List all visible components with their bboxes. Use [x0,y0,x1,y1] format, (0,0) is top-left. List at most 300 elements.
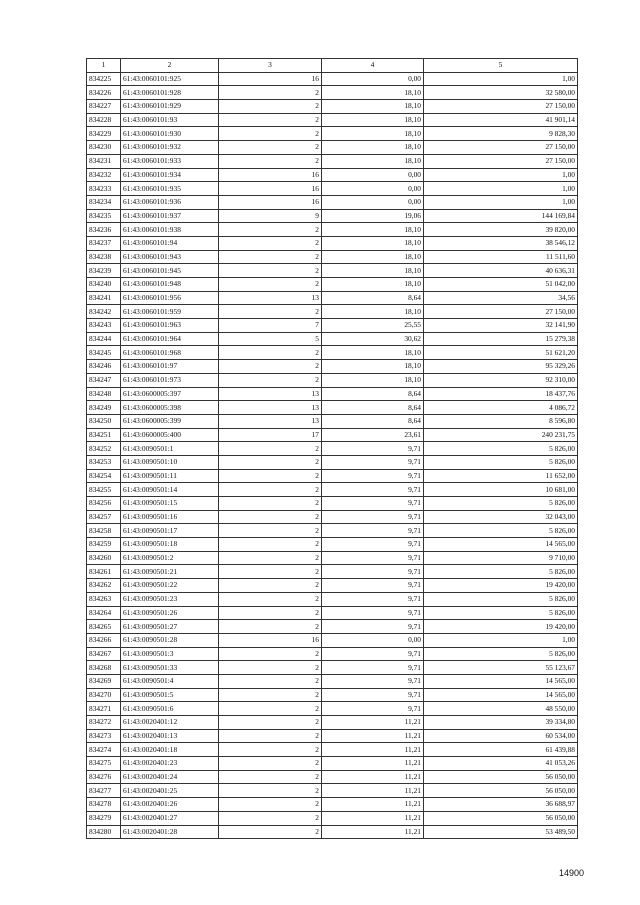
cadastral-number-cell: 61:43:0060101:932 [121,141,219,155]
row-id-cell: 834232 [87,168,121,182]
value-cell: 5 826,00 [424,524,578,538]
row-id-cell: 834238 [87,250,121,264]
code-cell: 2 [219,825,322,839]
rate-cell: 8,64 [322,387,424,401]
value-cell: 56 050,00 [424,811,578,825]
column-header: 2 [121,59,219,73]
code-cell: 17 [219,428,322,442]
table-row [87,264,578,278]
cadastral-number-cell: 61:43:0060101:956 [121,291,219,305]
row-id-cell: 834248 [87,387,121,401]
cadastral-number-cell: 61:43:0090501:21 [121,565,219,579]
table-row [87,387,578,401]
row-id-cell: 834230 [87,141,121,155]
value-cell: 9 710,00 [424,551,578,565]
value-cell: 27 150,00 [424,100,578,114]
cadastral-number-cell: 61:43:0020401:27 [121,811,219,825]
cadastral-number-cell: 61:43:0090501:23 [121,592,219,606]
code-cell: 2 [219,565,322,579]
value-cell: 5 826,00 [424,455,578,469]
table-row [87,168,578,182]
row-id-cell: 834233 [87,182,121,196]
code-cell: 2 [219,141,322,155]
value-cell: 14 565,00 [424,538,578,552]
value-cell: 32 580,00 [424,86,578,100]
rate-cell: 18,10 [322,127,424,141]
code-cell: 5 [219,332,322,346]
cadastral-number-cell: 61:43:0020401:24 [121,770,219,784]
table-row [87,141,578,155]
row-id-cell: 834243 [87,319,121,333]
rate-cell: 9,71 [322,565,424,579]
cadastral-number-cell: 61:43:0090501:33 [121,661,219,675]
value-cell: 1,00 [424,168,578,182]
row-id-cell: 834262 [87,579,121,593]
rate-cell: 9,71 [322,579,424,593]
code-cell: 2 [219,278,322,292]
code-cell: 13 [219,401,322,415]
table-row [87,784,578,798]
rate-cell: 9,71 [322,551,424,565]
value-cell: 32 043,00 [424,510,578,524]
value-cell: 15 279,38 [424,332,578,346]
code-cell: 2 [219,264,322,278]
table-row [87,510,578,524]
value-cell: 5 826,00 [424,606,578,620]
table-row [87,538,578,552]
code-cell: 2 [219,86,322,100]
table-body [87,72,578,839]
cadastral-number-cell: 61:43:0090501:4 [121,674,219,688]
code-cell: 16 [219,195,322,209]
row-id-cell: 834263 [87,592,121,606]
cadastral-number-cell: 61:43:0090501:17 [121,524,219,538]
row-id-cell: 834280 [87,825,121,839]
table-row [87,401,578,415]
rate-cell: 11,21 [322,770,424,784]
rate-cell: 9,71 [322,620,424,634]
rate-cell: 18,10 [322,113,424,127]
table-row [87,455,578,469]
table-row [87,743,578,757]
code-cell: 16 [219,72,322,86]
value-cell: 92 310,00 [424,373,578,387]
table-row [87,579,578,593]
cadastral-number-cell: 61:43:0090501:22 [121,579,219,593]
row-id-cell: 834246 [87,360,121,374]
value-cell: 8 596,80 [424,414,578,428]
cadastral-number-cell: 61:43:0060101:93 [121,113,219,127]
cadastral-number-cell: 61:43:0090501:6 [121,702,219,716]
value-cell: 5 826,00 [424,497,578,511]
row-id-cell: 834278 [87,798,121,812]
table-row [87,524,578,538]
table-row [87,100,578,114]
row-id-cell: 834264 [87,606,121,620]
column-header: 5 [424,59,578,73]
table-row [87,360,578,374]
code-cell: 2 [219,223,322,237]
value-cell: 10 681,00 [424,483,578,497]
code-cell: 2 [219,729,322,743]
rate-cell: 11,21 [322,825,424,839]
row-id-cell: 834257 [87,510,121,524]
code-cell: 2 [219,661,322,675]
row-id-cell: 834228 [87,113,121,127]
rate-cell: 8,64 [322,414,424,428]
code-cell: 2 [219,373,322,387]
code-cell: 13 [219,414,322,428]
rate-cell: 18,10 [322,154,424,168]
value-cell: 5 826,00 [424,647,578,661]
column-header: 4 [322,59,424,73]
cadastral-number-cell: 61:43:0020401:28 [121,825,219,839]
rate-cell: 9,71 [322,510,424,524]
value-cell: 51 042,00 [424,278,578,292]
row-id-cell: 834260 [87,551,121,565]
code-cell: 2 [219,154,322,168]
code-cell: 2 [219,346,322,360]
cadastral-number-cell: 61:43:0090501:27 [121,620,219,634]
table-row [87,182,578,196]
cadastral-number-cell: 61:43:0090501:11 [121,469,219,483]
rate-cell: 18,10 [322,264,424,278]
table-row [87,716,578,730]
code-cell: 2 [219,743,322,757]
row-id-cell: 834251 [87,428,121,442]
rate-cell: 18,10 [322,223,424,237]
cadastral-number-cell: 61:43:0060101:968 [121,346,219,360]
value-cell: 40 636,31 [424,264,578,278]
code-cell: 13 [219,387,322,401]
cadastral-number-cell: 61:43:0090501:18 [121,538,219,552]
value-cell: 9 828,30 [424,127,578,141]
value-cell: 36 688,97 [424,798,578,812]
table-row [87,414,578,428]
code-cell: 2 [219,510,322,524]
cadastral-number-cell: 61:43:0600005:399 [121,414,219,428]
table-row [87,278,578,292]
value-cell: 1,00 [424,72,578,86]
rate-cell: 0,00 [322,195,424,209]
cadastral-number-cell: 61:43:0090501:2 [121,551,219,565]
rate-cell: 18,10 [322,86,424,100]
column-header: 3 [219,59,322,73]
cadastral-number-cell: 61:43:0060101:94 [121,236,219,250]
table-row [87,688,578,702]
rate-cell: 19,06 [322,209,424,223]
table-row [87,757,578,771]
value-cell: 56 050,00 [424,784,578,798]
table-row [87,469,578,483]
rate-cell: 18,10 [322,100,424,114]
row-id-cell: 834255 [87,483,121,497]
row-id-cell: 834252 [87,442,121,456]
cadastral-number-cell: 61:43:0600005:397 [121,387,219,401]
row-id-cell: 834279 [87,811,121,825]
table-row [87,565,578,579]
rate-cell: 9,71 [322,497,424,511]
value-cell: 5 826,00 [424,565,578,579]
value-cell: 39 820,00 [424,223,578,237]
table-row [87,291,578,305]
cadastral-number-cell: 61:43:0060101:936 [121,195,219,209]
code-cell: 2 [219,770,322,784]
rate-cell: 9,71 [322,538,424,552]
cadastral-number-cell: 61:43:0060101:945 [121,264,219,278]
table-row [87,674,578,688]
table-row [87,483,578,497]
table-row [87,209,578,223]
rate-cell: 11,21 [322,757,424,771]
cadastral-number-cell: 61:43:0020401:13 [121,729,219,743]
rate-cell: 23,61 [322,428,424,442]
row-id-cell: 834240 [87,278,121,292]
value-cell: 144 169,84 [424,209,578,223]
table-row [87,305,578,319]
rate-cell: 25,55 [322,319,424,333]
value-cell: 41 901,14 [424,113,578,127]
row-id-cell: 834244 [87,332,121,346]
value-cell: 1,00 [424,195,578,209]
cadastral-number-cell: 61:43:0020401:18 [121,743,219,757]
rate-cell: 11,21 [322,729,424,743]
cadastral-number-cell: 61:43:0090501:14 [121,483,219,497]
cadastral-number-cell: 61:43:0060101:973 [121,373,219,387]
table-row [87,442,578,456]
code-cell: 2 [219,497,322,511]
value-cell: 53 489,50 [424,825,578,839]
row-id-cell: 834227 [87,100,121,114]
cadastral-number-cell: 61:43:0060101:930 [121,127,219,141]
rate-cell: 9,71 [322,688,424,702]
table-header [87,59,578,73]
row-id-cell: 834271 [87,702,121,716]
value-cell: 38 546,12 [424,236,578,250]
row-id-cell: 834268 [87,661,121,675]
row-id-cell: 834254 [87,469,121,483]
value-cell: 41 053,26 [424,757,578,771]
code-cell: 2 [219,798,322,812]
value-cell: 1,00 [424,633,578,647]
value-cell: 19 420,00 [424,579,578,593]
rate-cell: 9,71 [322,483,424,497]
cadastral-number-cell: 61:43:0020401:23 [121,757,219,771]
rate-cell: 9,71 [322,606,424,620]
code-cell: 16 [219,182,322,196]
rate-cell: 0,00 [322,168,424,182]
row-id-cell: 834231 [87,154,121,168]
rate-cell: 8,64 [322,401,424,415]
cadastral-number-cell: 61:43:0060101:97 [121,360,219,374]
rate-cell: 11,21 [322,811,424,825]
row-id-cell: 834245 [87,346,121,360]
code-cell: 2 [219,716,322,730]
value-cell: 11 652,00 [424,469,578,483]
cadastral-number-cell: 61:43:0060101:963 [121,319,219,333]
cadastral-number-cell: 61:43:0090501:28 [121,633,219,647]
code-cell: 2 [219,620,322,634]
table-row [87,154,578,168]
value-cell: 61 439,88 [424,743,578,757]
rate-cell: 18,10 [322,278,424,292]
code-cell: 2 [219,524,322,538]
value-cell: 39 334,80 [424,716,578,730]
row-id-cell: 834266 [87,633,121,647]
table-row [87,195,578,209]
table-row [87,798,578,812]
code-cell: 2 [219,702,322,716]
code-cell: 2 [219,647,322,661]
cadastral-number-cell: 61:43:0060101:935 [121,182,219,196]
rate-cell: 11,21 [322,784,424,798]
rate-cell: 9,71 [322,661,424,675]
value-cell: 48 550,00 [424,702,578,716]
value-cell: 27 150,00 [424,141,578,155]
rate-cell: 9,71 [322,647,424,661]
cadastral-number-cell: 61:43:0060101:925 [121,72,219,86]
rate-cell: 18,10 [322,360,424,374]
row-id-cell: 834265 [87,620,121,634]
code-cell: 2 [219,305,322,319]
code-cell: 2 [219,811,322,825]
code-cell: 13 [219,291,322,305]
code-cell: 2 [219,100,322,114]
value-cell: 32 141,90 [424,319,578,333]
table-row [87,346,578,360]
cadastral-number-cell: 61:43:0060101:964 [121,332,219,346]
rate-cell: 11,21 [322,743,424,757]
cadastral-number-cell: 61:43:0090501:3 [121,647,219,661]
row-id-cell: 834274 [87,743,121,757]
table-row [87,236,578,250]
code-cell: 16 [219,633,322,647]
row-id-cell: 834256 [87,497,121,511]
row-id-cell: 834235 [87,209,121,223]
row-id-cell: 834234 [87,195,121,209]
table-row [87,72,578,86]
cadastral-number-cell: 61:43:0060101:934 [121,168,219,182]
row-id-cell: 834276 [87,770,121,784]
code-cell: 2 [219,784,322,798]
table-row [87,86,578,100]
code-cell: 2 [219,592,322,606]
cadastral-number-cell: 61:43:0600005:400 [121,428,219,442]
table-row [87,620,578,634]
cadastral-number-cell: 61:43:0090501:1 [121,442,219,456]
table-row [87,373,578,387]
table-row [87,825,578,839]
code-cell: 2 [219,757,322,771]
value-cell: 27 150,00 [424,154,578,168]
cadastral-number-cell: 61:43:0060101:933 [121,154,219,168]
rate-cell: 18,10 [322,236,424,250]
table-row [87,113,578,127]
rate-cell: 0,00 [322,182,424,196]
table-row [87,661,578,675]
cadastral-number-cell: 61:43:0090501:5 [121,688,219,702]
table-row [87,729,578,743]
code-cell: 2 [219,455,322,469]
table-row [87,633,578,647]
row-id-cell: 834226 [87,86,121,100]
rate-cell: 9,71 [322,469,424,483]
table-row [87,592,578,606]
value-cell: 14 565,00 [424,674,578,688]
code-cell: 2 [219,674,322,688]
value-cell: 18 437,76 [424,387,578,401]
value-cell: 56 050,00 [424,770,578,784]
table-row [87,428,578,442]
value-cell: 95 329,26 [424,360,578,374]
cadastral-number-cell: 61:43:0060101:959 [121,305,219,319]
rate-cell: 9,71 [322,702,424,716]
code-cell: 2 [219,551,322,565]
row-id-cell: 834229 [87,127,121,141]
row-id-cell: 834242 [87,305,121,319]
rate-cell: 18,10 [322,373,424,387]
value-cell: 27 150,00 [424,305,578,319]
code-cell: 9 [219,209,322,223]
row-id-cell: 834225 [87,72,121,86]
code-cell: 2 [219,579,322,593]
value-cell: 11 511,60 [424,250,578,264]
cadastral-number-cell: 61:43:0090501:15 [121,497,219,511]
rate-cell: 0,00 [322,633,424,647]
cadastral-number-cell: 61:43:0060101:948 [121,278,219,292]
cadastral-number-cell: 61:43:0060101:928 [121,86,219,100]
row-id-cell: 834258 [87,524,121,538]
row-id-cell: 834267 [87,647,121,661]
row-id-cell: 834259 [87,538,121,552]
table-row [87,551,578,565]
row-id-cell: 834247 [87,373,121,387]
row-id-cell: 834249 [87,401,121,415]
rate-cell: 9,71 [322,442,424,456]
data-table [86,58,578,839]
value-cell: 5 826,00 [424,442,578,456]
value-cell: 60 534,00 [424,729,578,743]
rate-cell: 9,71 [322,592,424,606]
rate-cell: 18,10 [322,250,424,264]
value-cell: 240 231,75 [424,428,578,442]
cadastral-number-cell: 61:43:0600005:398 [121,401,219,415]
code-cell: 2 [219,113,322,127]
code-cell: 2 [219,127,322,141]
rate-cell: 0,00 [322,72,424,86]
code-cell: 16 [219,168,322,182]
row-id-cell: 834253 [87,455,121,469]
row-id-cell: 834273 [87,729,121,743]
code-cell: 2 [219,469,322,483]
table-row [87,250,578,264]
cadastral-number-cell: 61:43:0020401:12 [121,716,219,730]
row-id-cell: 834236 [87,223,121,237]
value-cell: 4 086,72 [424,401,578,415]
cadastral-number-cell: 61:43:0020401:25 [121,784,219,798]
rate-cell: 9,71 [322,524,424,538]
row-id-cell: 834269 [87,674,121,688]
table-row [87,702,578,716]
code-cell: 2 [219,250,322,264]
column-header: 1 [87,59,121,73]
value-cell: 5 826,00 [424,592,578,606]
value-cell: 19 420,00 [424,620,578,634]
row-id-cell: 834250 [87,414,121,428]
code-cell: 2 [219,483,322,497]
code-cell: 2 [219,442,322,456]
rate-cell: 9,71 [322,674,424,688]
